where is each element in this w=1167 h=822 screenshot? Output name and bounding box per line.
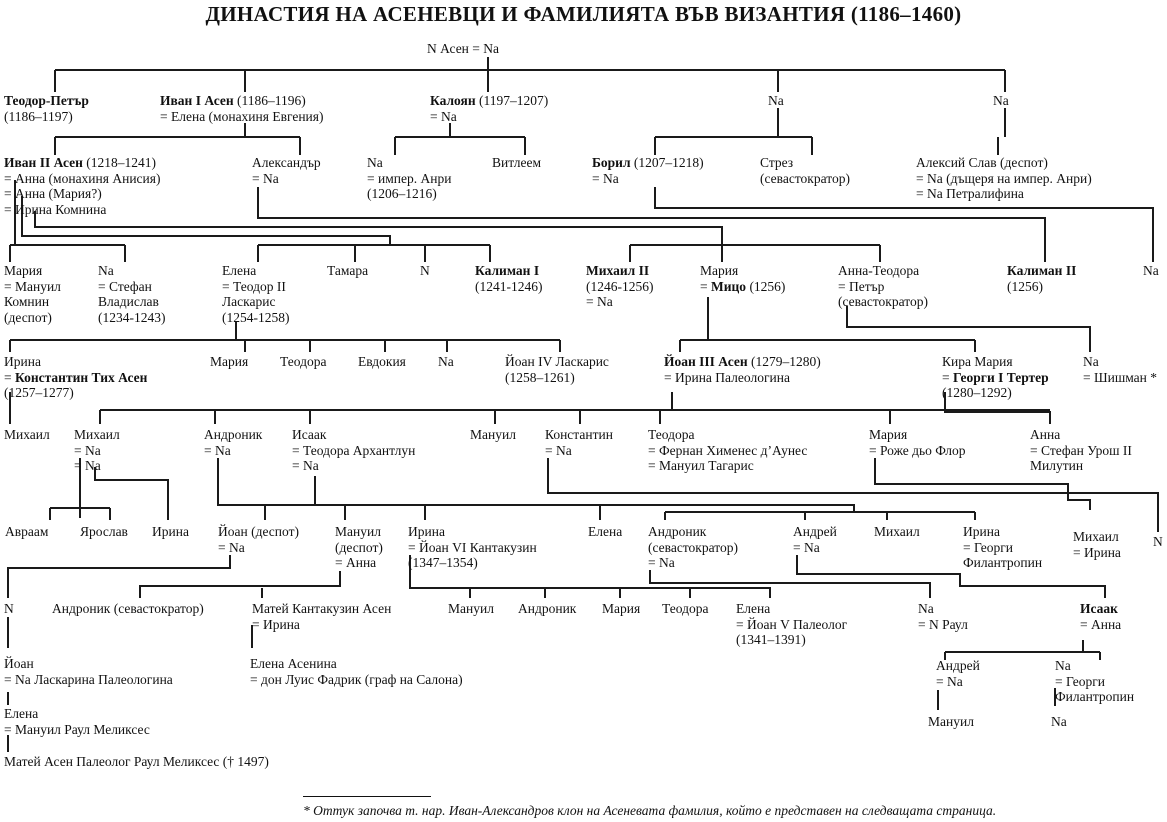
node-line: Теодора (280, 354, 327, 369)
node-text: Михаил II (586, 263, 650, 278)
node-line: Мануил (928, 714, 974, 729)
node-line: Стрез (760, 155, 794, 170)
node-line (475, 263, 543, 279)
person-aleksandar (252, 155, 321, 186)
node-line (586, 263, 654, 279)
node-line: (1246-1256) (586, 278, 654, 294)
node-line: Андроник (севастократор) (52, 601, 204, 616)
person-na-filantropin (1055, 658, 1134, 705)
node-line: = Стефан Урош II (1030, 442, 1132, 458)
node-line: = Na (292, 458, 319, 473)
node-line: = N Раул (918, 616, 968, 632)
node-line: = Ирина (252, 616, 300, 632)
node-line: = Стефан (98, 278, 152, 294)
person-na-raul (918, 601, 968, 632)
node-line: Мануил (335, 524, 381, 539)
node-line: (1256) (1007, 278, 1043, 294)
node-line: Тамара (327, 263, 369, 278)
node-line: (1258–1261) (505, 369, 575, 385)
node-line (1080, 601, 1121, 617)
node-line: Ирина (4, 354, 41, 369)
node-line: Ярослав (80, 524, 128, 539)
person-mihail-c2 (874, 524, 920, 540)
person-isaak-b (292, 427, 415, 474)
person-tamara (327, 263, 368, 279)
person-boril (592, 155, 704, 186)
node-line: (1241-1246) (475, 278, 543, 294)
node-line: (1234-1243) (98, 309, 166, 325)
node-line: Андроник (648, 524, 707, 539)
node-line: (1254-1258) (222, 309, 290, 325)
node-line: = Георги (963, 539, 1014, 555)
node-line: = Na Петралифина (916, 186, 1024, 201)
person-anna-teodora (838, 263, 928, 310)
person-andrey-e (936, 658, 980, 689)
node-line: = Теодора Архантлун (292, 442, 416, 458)
person-ivan-ii-asen (4, 155, 160, 217)
node-line: = Роже дьо Флор (869, 442, 966, 458)
person-mihail-c (4, 427, 50, 443)
node-line: Михаил (1073, 529, 1119, 544)
person-mariya-komnin (4, 263, 61, 325)
node-line: Na (367, 155, 383, 170)
node-line: Константин (545, 427, 613, 442)
node-line: = Йоан VI Кантакузин (408, 539, 537, 555)
person-andronik-d (518, 601, 576, 617)
node-text: Калиман II (1007, 263, 1077, 278)
node-line: Андроник (204, 427, 263, 442)
node-line: (1206–1216) (367, 186, 437, 201)
person-mihail-irina (1073, 529, 1121, 560)
person-na-stefan (98, 263, 166, 325)
node-line: = Na (545, 442, 572, 458)
person-teodora-d (662, 601, 708, 617)
node-text: Борил (592, 155, 631, 170)
node-line: = Na (648, 555, 675, 570)
node-text: (1256) (746, 278, 786, 294)
node-text: Исаак (1080, 601, 1118, 616)
node-line: N (1153, 534, 1163, 549)
person-matey-kantakuzin (252, 601, 391, 632)
node-line: Мария (210, 354, 249, 369)
node-line: = импер. Анри (367, 170, 452, 186)
node-line: Елена (4, 706, 39, 721)
node-text: (1186–1196) (233, 93, 306, 108)
node-line (4, 155, 160, 171)
node-line: Кира Мария (942, 354, 1013, 369)
node-line: Na (918, 601, 934, 616)
node-line: = Шишман * (1083, 369, 1158, 385)
person-na-l (438, 354, 454, 370)
node-text: (1207–1218) (630, 155, 704, 170)
node-line: = Мануил Тагарис (648, 458, 754, 473)
person-kaliman-i (475, 263, 543, 294)
person-na-henri (367, 155, 451, 202)
node-line: Матей Асен Палеолог Раул Меликсес († 1497) (4, 754, 269, 769)
node-text: (1279–1280) (747, 354, 821, 369)
node-line: (деспот) (4, 309, 52, 325)
person-kira-mariya (942, 354, 1049, 401)
node-line: = Ирина Комнина (4, 201, 107, 217)
node-line (942, 370, 1049, 386)
node-line: Милутин (1030, 458, 1084, 473)
person-na-f (1051, 714, 1067, 730)
person-mariya-mico (700, 263, 785, 294)
node-line: = Мануил Раул Меликсес (4, 721, 150, 737)
person-ivan-i-asen (160, 93, 323, 124)
node-line: = Na (дъщеря на импер. Анри) (916, 170, 1092, 186)
node-text: = (4, 369, 15, 385)
node-line: Йоан (4, 656, 34, 671)
node-line: Мария (4, 263, 43, 278)
person-teodora-b (648, 427, 807, 474)
person-mihail-ii (586, 263, 654, 310)
node-line: = Na (936, 673, 963, 689)
person-irina-kantakuzin (408, 524, 537, 571)
node-line: Андрей (793, 524, 837, 539)
node-text: Теодор-Петър (4, 93, 89, 108)
node-line: Мария (869, 427, 908, 442)
person-n-asen (427, 41, 499, 57)
node-line: (1341–1391) (736, 632, 806, 647)
node-text: (1218–1241) (82, 155, 157, 170)
node-line: Йоан IV Ласкарис (505, 354, 609, 369)
node-text: = (942, 369, 953, 385)
node-text: = (700, 278, 711, 294)
node-line: Исаак (292, 427, 327, 442)
person-n-child (420, 263, 430, 279)
node-line: Na (1055, 658, 1071, 673)
node-text: Георги I Тертер (953, 369, 1049, 385)
node-line: Михаил (74, 427, 120, 442)
person-aleksiy-slav (916, 155, 1092, 202)
node-line: = Анна (Мария?) (4, 186, 102, 201)
person-elena-f (4, 706, 150, 737)
node-line: = Na (793, 539, 820, 555)
node-line: Ирина (963, 524, 1000, 539)
node-line: Михаил (874, 524, 920, 539)
node-text: Мицо (711, 278, 747, 294)
person-strez (760, 155, 850, 186)
person-konstantin (545, 427, 613, 458)
node-line: Филантропин (1055, 689, 1135, 704)
person-manuil-f (928, 714, 974, 730)
node-line: (1280–1292) (942, 385, 1012, 400)
node-line: Елена (222, 263, 257, 278)
node-line: = Na (592, 170, 619, 186)
node-line: Евдокия (358, 354, 406, 369)
person-mihail-b (74, 427, 120, 474)
node-line: = Na (204, 442, 231, 458)
node-line: Ласкарис (222, 294, 276, 309)
node-line (664, 354, 821, 370)
node-line: = Анна (монахиня Анисия) (4, 170, 161, 186)
person-elena-c (588, 524, 622, 540)
node-line: = Na (430, 108, 457, 124)
node-line: = Петър (838, 278, 885, 294)
person-andronik-b (204, 427, 262, 458)
person-n-far (1153, 534, 1163, 550)
footnote: * Оттук започва т. нар. Иван-Александров клон на Асеневата фамилия, който е представен на следващата страница. (303, 803, 997, 818)
node-line: Александър (252, 155, 321, 170)
node-line: Na (993, 93, 1009, 108)
node-line: = Na (252, 170, 279, 186)
node-line (1007, 263, 1076, 279)
node-line: = Ирина (1073, 544, 1121, 560)
person-mariya-l (210, 354, 248, 370)
person-irina-konstantin (4, 354, 147, 401)
node-line: Теодора (648, 427, 695, 442)
node-line: = Теодор II (222, 278, 286, 294)
person-mariya-d (602, 601, 640, 617)
node-line: Владислав (98, 294, 159, 309)
node-line: Михаил (4, 427, 50, 442)
node-text: Йоан III Асен (664, 354, 748, 369)
node-text: Константин Тих Асен (15, 369, 148, 385)
node-line: Ирина (408, 524, 445, 539)
node-line: = Na (586, 294, 613, 309)
person-matey-asen-paleolog (4, 754, 269, 770)
node-line (160, 93, 323, 109)
node-line: Na (1083, 354, 1099, 369)
node-line (4, 370, 147, 386)
node-line: = Ирина Палеологина (664, 369, 790, 385)
node-line: (1347–1354) (408, 555, 478, 570)
node-line: Na (768, 93, 784, 108)
person-andrey-c (793, 524, 837, 555)
node-line: Мария (700, 263, 739, 278)
node-line: Мануил (448, 601, 494, 616)
person-elena-laskaris (222, 263, 290, 325)
person-vitleem (492, 155, 541, 171)
node-text: Калоян (430, 93, 476, 108)
node-line: = Na (74, 458, 101, 473)
node-line: Елена (588, 524, 623, 539)
node-text: Иван I Асен (160, 93, 234, 108)
node-line: Андроник (518, 601, 577, 616)
node-line: = Йоан V Палеолог (736, 616, 848, 632)
node-line: = Анна (1080, 616, 1122, 632)
person-manuil-b (470, 427, 516, 443)
node-line: N (420, 263, 430, 278)
node-line: = Фернан Хименес д’Аунес (648, 442, 808, 458)
person-elena-d (736, 601, 847, 648)
node-line: = Георги (1055, 673, 1106, 689)
node-line: Елена (736, 601, 771, 616)
node-line: Мария (602, 601, 641, 616)
person-irina-filantropin (963, 524, 1042, 571)
person-yoan-despot (218, 524, 299, 555)
node-line: (1186–1197) (4, 108, 73, 124)
person-manuil-despot (335, 524, 383, 571)
person-elena-asenina (250, 656, 463, 687)
person-anna-b (1030, 427, 1132, 474)
node-line: Анна (1030, 427, 1061, 442)
node-line: (1257–1277) (4, 385, 74, 400)
node-line: = Na Ласкарина Палеологина (4, 671, 173, 687)
person-na-g1b (993, 93, 1009, 109)
node-line: Na (438, 354, 454, 369)
node-line: Na (1143, 263, 1159, 278)
node-line: = дон Луис Фадрик (граф на Салона) (250, 671, 463, 687)
node-line: = Елена (монахиня Евгения) (160, 108, 324, 124)
person-andronik-sevastokrator-2 (52, 601, 204, 617)
person-manuil-d (448, 601, 494, 617)
person-isaak-d (1080, 601, 1121, 632)
node-line: (севастократор) (760, 170, 850, 186)
node-line: Комнин (4, 294, 50, 309)
node-line (4, 93, 89, 109)
node-line: (севастократор) (838, 294, 928, 309)
node-line: (севастократор) (648, 539, 738, 555)
person-irina-c (152, 524, 189, 540)
node-line: Матей Кантакузин Асен (252, 601, 392, 616)
person-andronik-sevastokrator (648, 524, 738, 571)
node-line: Йоан (деспот) (218, 524, 299, 539)
node-line: Филантропин (963, 555, 1043, 570)
person-yoan-iv (505, 354, 609, 385)
node-text: Калиман I (475, 263, 540, 278)
node-text: Иван II Асен (4, 155, 83, 170)
node-line: = Мануил (4, 278, 61, 294)
person-evdokiya (358, 354, 406, 370)
person-kaliman-ii (1007, 263, 1076, 294)
node-line: = Анна (335, 555, 377, 570)
person-avraam (5, 524, 48, 540)
person-yoan-iii-asen (664, 354, 821, 385)
node-line (592, 155, 704, 171)
node-text: (1197–1207) (475, 93, 549, 108)
person-yaroslav (80, 524, 128, 540)
person-mariya-b (869, 427, 965, 458)
node-line: Алексий Слав (деспот) (916, 155, 1048, 170)
node-line: Ирина (152, 524, 189, 539)
page-title: ДИНАСТИЯ НА АСЕНЕВЦИ И ФАМИЛИЯТА ВЪВ ВИЗАНТИЯ (1186–1460) (205, 2, 962, 26)
node-line: = Na (74, 442, 101, 458)
node-line: N (4, 601, 14, 616)
person-n-yoan (4, 601, 14, 617)
node-line: Андрей (936, 658, 980, 673)
person-yoan-e (4, 656, 173, 687)
person-teodora-l (280, 354, 326, 370)
node-line (700, 279, 785, 295)
node-line: (деспот) (335, 539, 383, 555)
node-line: = Na (218, 539, 245, 555)
node-line: Елена Асенина (250, 656, 337, 671)
node-line: Na (1051, 714, 1067, 729)
node-line: N Асен = Na (427, 41, 500, 56)
person-na-right (1143, 263, 1159, 279)
person-kaloyan (430, 93, 548, 124)
node-line: Теодора (662, 601, 709, 616)
person-teodor-petar (4, 93, 89, 124)
node-line: Витлеем (492, 155, 542, 170)
node-line: Анна-Теодора (838, 263, 920, 278)
node-line (430, 93, 548, 109)
person-na-g1a (768, 93, 784, 109)
person-na-shishman (1083, 354, 1157, 385)
node-line: Мануил (470, 427, 516, 442)
node-line: Na (98, 263, 114, 278)
footnote-rule (303, 796, 431, 797)
node-line: Авраам (5, 524, 49, 539)
